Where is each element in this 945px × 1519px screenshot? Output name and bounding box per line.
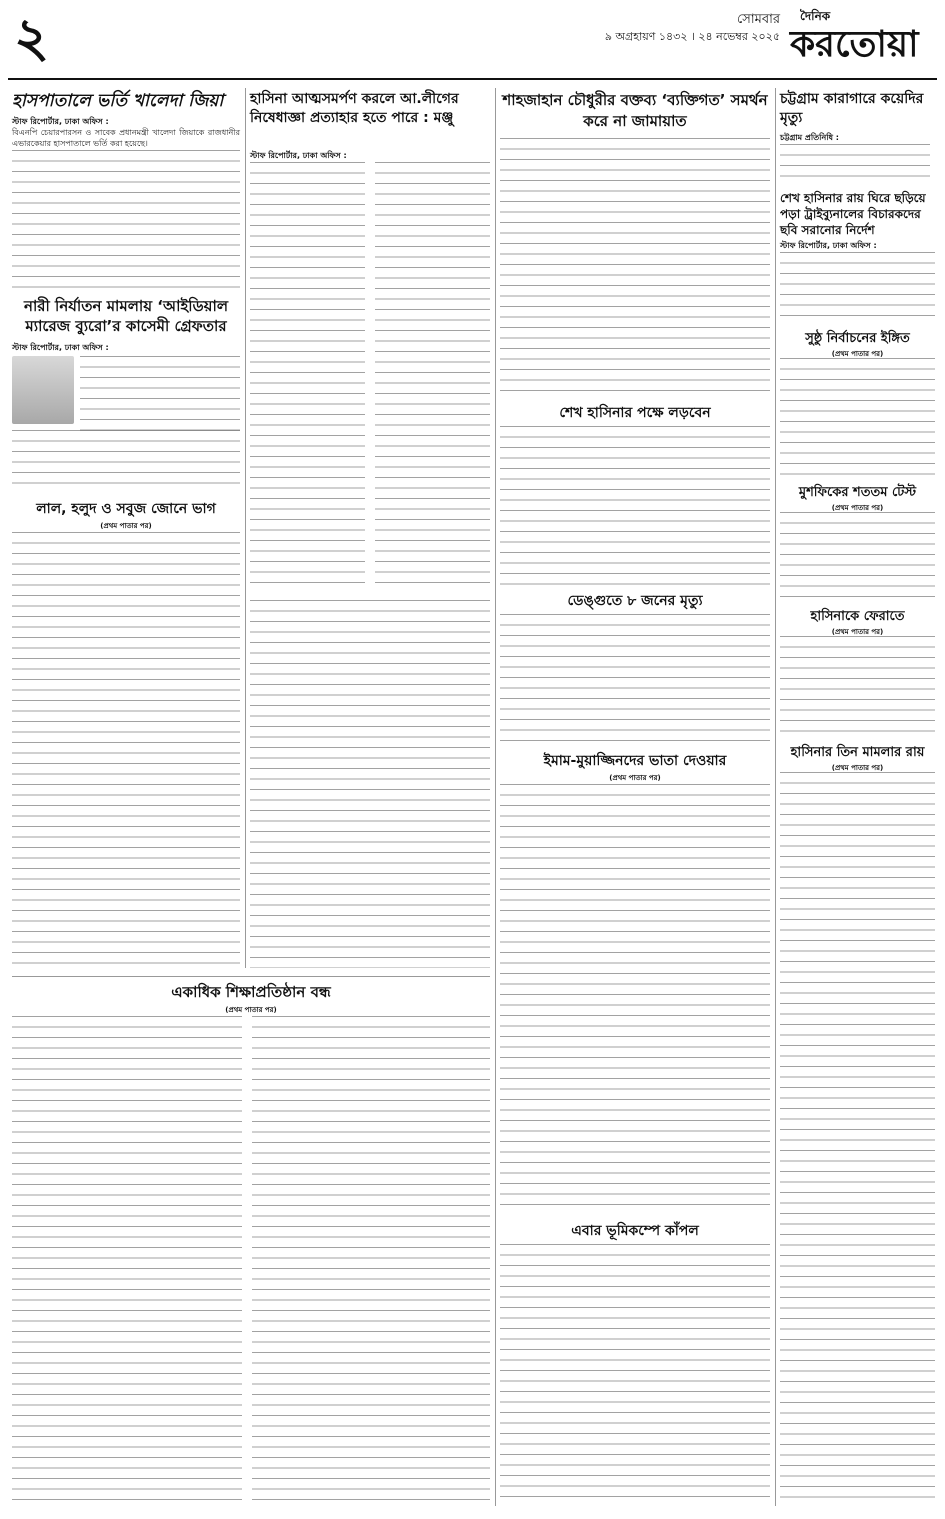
hasina-back-sub: (প্রথম পাতার পর) (831, 628, 884, 636)
ideal-body (80, 356, 240, 436)
mushfiq-headline: মুশফিকের শততম টেস্ট (798, 485, 917, 500)
hasina-three-headline: হাসিনার তিন মামলার রায় (790, 745, 925, 760)
khaleda-lead: বিএনপি চেয়ারপারসন ও সাবেক প্রধানমন্ত্রী খালেদা জিয়াকে রাজধানীর এভারকেয়ার হাসপাতালে ভর্তি করা হয়েছে। (12, 128, 240, 148)
sheikh-hasina-body (780, 252, 935, 322)
election-body (780, 358, 935, 478)
ctg-jail-headline: চট্টগ্রাম কারাগারে কয়েদির মৃত্যু (780, 91, 924, 126)
hasina-three-sub: (প্রথম পাতার পর) (831, 764, 884, 772)
hasina-three-body (780, 772, 935, 1498)
sheikh-hasina-headline: শেখ হাসিনার রায় ঘিরে ছড়িয়ে পড়া ট্রাইব্যুনালের বিচারকদের ছবি সরানোর নির্দেশ (780, 191, 926, 237)
khaleda-byline: স্টাফ রিপোর্টার, ঢাকা অফিস : (12, 117, 109, 126)
dengue-body (500, 614, 770, 744)
ctg-jail-byline: চট্টগ্রাম প্রতিনিধি : (780, 133, 839, 142)
london-body (500, 426, 770, 586)
hasina-back-headline: হাসিনাকে ফেরাতে (810, 609, 905, 624)
column-separator-3 (775, 88, 776, 1506)
hasina-surrender-body-a (250, 162, 365, 592)
section-rule (12, 976, 490, 977)
shahjahan-body (500, 138, 770, 398)
ideal-body-2 (12, 430, 240, 490)
hasina-back-body (780, 636, 935, 736)
masthead (0, 0, 945, 82)
page-number: ২ (14, 6, 50, 69)
shahjahan-headline: শাহজাহান চৌধুরীর বক্তব্য ‘ব্যক্তিগত’ সমর্থন করে না জামায়াত (502, 91, 768, 130)
newspaper-logo: করতোয়া (790, 24, 919, 65)
education-body-b (252, 1016, 490, 1506)
education-body-a (12, 1016, 242, 1506)
lal-holud-sub: (প্রথম পাতার পর) (100, 522, 152, 530)
column-separator (245, 88, 246, 968)
quake-headline: এবার ভূমিকম্পে কাঁপল (571, 1223, 699, 1239)
khaleda-headline: হাসপাতালে ভর্তি খালেদা জিয়া (12, 91, 224, 111)
imam-headline: ইমাম-মুয়াজ্জিনদের ভাতা দেওয়ার (543, 753, 727, 769)
quake-body (500, 1244, 770, 1506)
ideal-byline: স্টাফ রিপোর্টার, ঢাকা অফিস : (12, 343, 109, 352)
lal-holud-body (12, 532, 240, 968)
imam-body (500, 784, 770, 1214)
sheikh-hasina-byline: স্টাফ রিপোর্টার, ঢাকা অফিস : (780, 241, 877, 250)
masthead-day: সোমবার (736, 12, 780, 27)
lal-holud-headline: লাল, হলুদ ও সবুজ জোনে ভাগ (36, 501, 216, 517)
suspect-photo (12, 356, 74, 424)
dengue-headline: ডেঙ্গুতে ৮ জনের মৃত্যু (567, 593, 703, 609)
education-sub: (প্রথম পাতার পর) (225, 1006, 277, 1014)
masthead-rule (8, 78, 937, 80)
ctg-jail-body (780, 144, 930, 184)
election-sub: (প্রথম পাতার পর) (831, 350, 884, 358)
mushfiq-body (780, 512, 935, 602)
masthead-date: ৯ অগ্রহায়ণ ১৪৩২ । ২৪ নভেম্বর ২০২৫ (604, 30, 780, 43)
hasina-surrender-headline: হাসিনা আত্মসমর্পণ করলে আ.লীগের নিষেধাজ্ঞা প্রত্যাহার হতে পারে : মঞ্জু (250, 91, 459, 126)
newspaper-logo-small: দৈনিক (800, 9, 831, 23)
lal-holud-continued (250, 600, 490, 968)
ideal-headline: নারী নির্যাতন মামলায় ‘আইডিয়াল ম্যারেজ ব্যুরো’র কাসেমী গ্রেফতার (23, 297, 229, 335)
mushfiq-sub: (প্রথম পাতার পর) (831, 504, 884, 512)
hasina-surrender-body-b (375, 162, 490, 592)
khaleda-body (12, 150, 240, 288)
election-headline: সুষ্ঠু নির্বাচনের ইঙ্গিত (805, 331, 910, 346)
education-headline: একাধিক শিক্ষাপ্রতিষ্ঠান বন্ধ (171, 983, 331, 1001)
hasina-surrender-byline: স্টাফ রিপোর্টার, ঢাকা অফিস : (250, 151, 347, 160)
imam-sub: (প্রথম পাতার পর) (609, 774, 661, 782)
column-separator-2 (495, 88, 496, 1506)
london-headline: শেখ হাসিনার পক্ষে লড়বেন (559, 405, 711, 421)
